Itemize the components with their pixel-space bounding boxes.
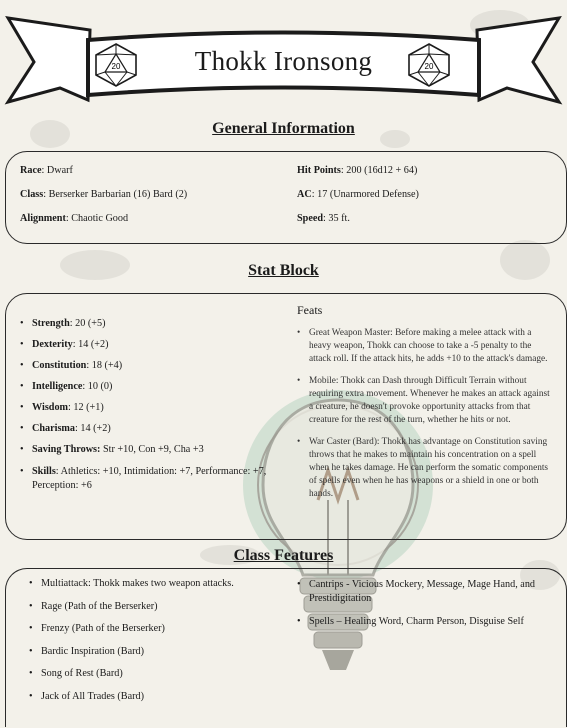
list-item: • Intelligence: 10 (0) [20, 381, 282, 392]
list-item: • Mobile: Thokk can Dash through Difficult Terrain without requiring extra movement. Whenever he makes an attack against a creature, he doesn't provoke opportunity attacks from that creature for the rest of the turn, whether he hits or not. [297, 375, 550, 427]
race-field: Race: Dwarf [20, 165, 73, 176]
general-info-heading: General Information [212, 120, 355, 137]
list-item: • Great Weapon Master: Before making a melee attack with a heavy weapon, Thokk can choose to take a -5 penalty to the attack roll. If the attack hits, he adds +10 to the attack's damage. [297, 327, 550, 366]
list-item: • Rage (Path of the Berserker) [29, 601, 279, 612]
class-features-left-list [29, 578, 279, 702]
alignment-field: Alignment: Chaotic Good [20, 213, 129, 224]
class-features-heading: Class Features [233, 547, 334, 564]
list-item: • Skills: Athletics: +10, Intimidation: +7, Performance: +7, Perception: +6 [20, 465, 282, 493]
list-item: • Charisma: 14 (+2) [20, 423, 282, 434]
stats-list [20, 318, 282, 493]
page-title: Thokk Ironsong [194, 46, 373, 76]
list-item: • Cantrips - Vicious Mockery, Message, Mage Hand, and Prestidigitation [297, 578, 547, 606]
list-item: • Multiattack: Thokk makes two weapon attacks. [29, 578, 279, 589]
list-item: • Strength: 20 (+5) [20, 318, 282, 329]
stat-block-heading: Stat Block [248, 262, 319, 279]
list-item: • Saving Throws: Str +10, Con +9, Cha +3 [20, 444, 282, 455]
list-item: • Constitution: 18 (+4) [20, 360, 282, 371]
speed-field: Speed: 35 ft. [297, 213, 350, 224]
list-item: • Jack of All Trades (Bard) [29, 691, 279, 702]
list-item: • War Caster (Bard): Thokk has advantage on Constitution saving throws that he makes to maintain his concentration on a spell when he takes damage. He can perform the somatic components of spells even when he has weapons or a shield in one or both hands. [297, 436, 550, 501]
list-item: • Song of Rest (Bard) [29, 668, 279, 679]
list-item: • Wisdom: 12 (+1) [20, 402, 282, 413]
die-face-label: 20 [111, 62, 121, 71]
ac-field: AC: 17 (Unarmored Defense) [297, 189, 419, 200]
die-face-label: 20 [424, 62, 434, 71]
class-features-right-list [297, 578, 547, 629]
list-item: • Spells – Healing Word, Charm Person, Disguise Self [297, 615, 547, 629]
list-item: • Bardic Inspiration (Bard) [29, 646, 279, 657]
list-item: • Dexterity: 14 (+2) [20, 339, 282, 350]
list-item: • Frenzy (Path of the Berserker) [29, 623, 279, 634]
feats-list [297, 327, 550, 501]
feats-title: Feats [297, 303, 323, 317]
hit-points-field: Hit Points: 200 (16d12 + 64) [297, 165, 418, 176]
class-field: Class: Berserker Barbarian (16) Bard (2) [20, 189, 188, 200]
